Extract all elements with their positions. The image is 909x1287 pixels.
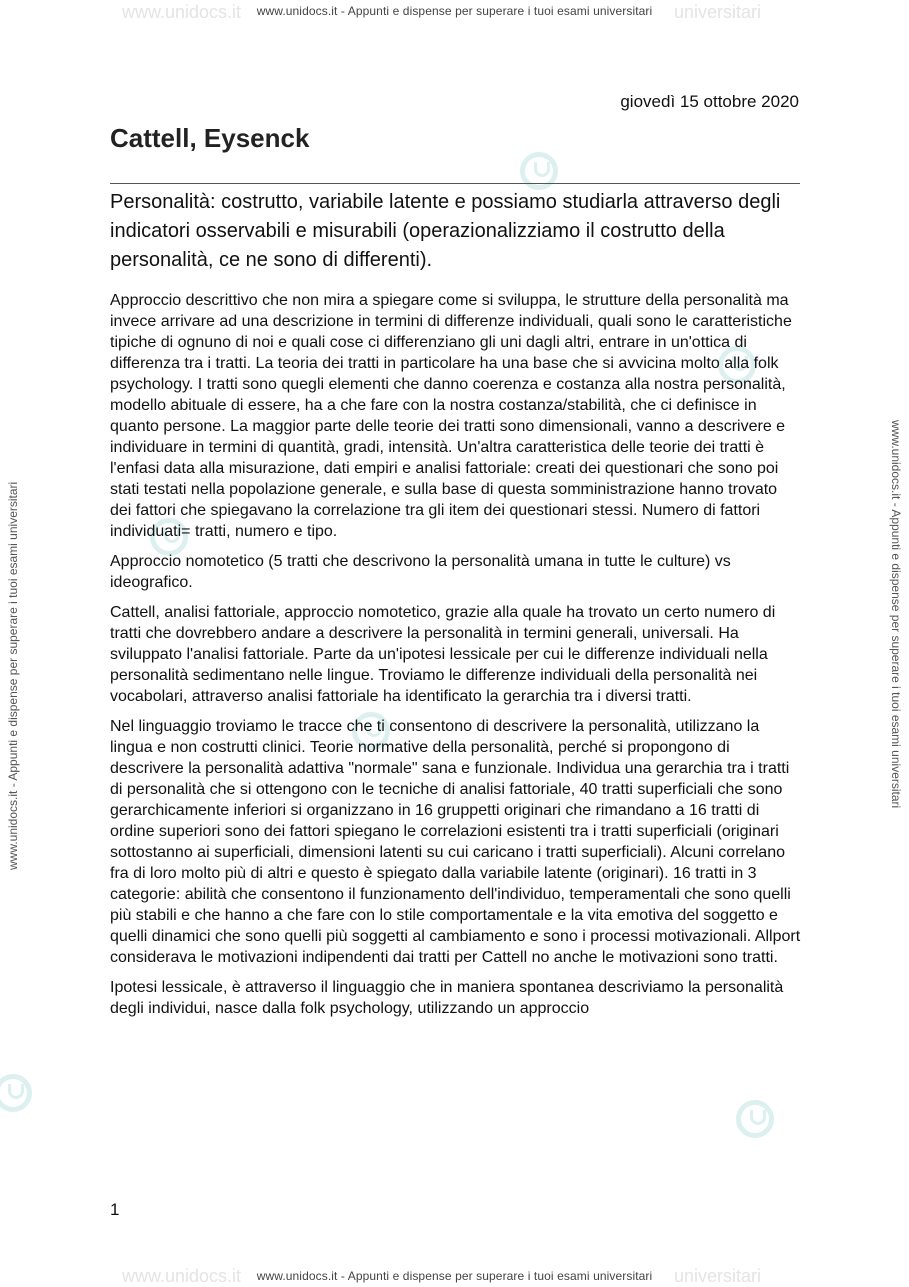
watermark-logo-icon	[736, 1100, 774, 1138]
watermark-logo-icon	[520, 152, 558, 190]
lead-paragraph: Personalità: costrutto, variabile latente e possiamo studiarla attraverso degli indicatori osservabili e misurabili (operazionalizziamo il costrutto della personalità, ce ne sono di differenti).	[110, 191, 781, 271]
watermark-ghost-right: universitari	[674, 2, 762, 22]
paragraph: Approccio nomotetico (5 tratti che descrivono la personalità umana in tutte le culture) vs ideografico.	[110, 553, 731, 591]
body-text	[110, 290, 802, 1028]
paragraph: Cattell, analisi fattoriale, approccio nomotetico, grazie alla quale ha trovato un certo numero di tratti che dovrebbero andare a descrivere la personalità in termini generali, universali. Ha sviluppato l'analisi fattoriale. Parte da un'ipotesi lessicale per cui le differenze individuali nella personalità sedimentano nelle lingue. Troviamo le differenze individuali della personalità nei vocabolari, attraverso analisi fattoriale ha identificato la gerarchia tra i diversi tratti.	[110, 604, 776, 705]
watermark-logo-icon	[0, 1074, 32, 1112]
page-title: Cattell, Eysenck	[110, 123, 310, 153]
watermark-ghost-left-bottom: www.unidocs.it	[122, 1266, 242, 1286]
watermark-left-side: www.unidocs.it - Appunti e dispense per superare i tuoi esami universitari	[6, 481, 20, 870]
title-divider	[110, 183, 800, 184]
watermark-ghost-left: www.unidocs.it	[122, 2, 242, 22]
page-number: 1	[110, 1200, 120, 1219]
paragraph: Approccio descrittivo che non mira a spiegare come si sviluppa, le strutture della personalità ma invece arrivare ad una descrizione in termini di differenze individuali, quali sono le caratteristiche tipiche di ognuno di noi e quali cose ci differenziano gli uni dagli altri, entrare in un'ottica di differenza tra i tratti. La teoria dei tratti in particolare ha una base che si avvicina molto alla folk psychology. I tratti sono quegli elementi che danno coerenza e costanza alla nostra personalità, modello abituale di essere, ha a che fare con la nostra costanza/stabilità, che ci definisce in quanto persone. La maggior parte delle teorie dei tratti sono dimensionali, vanno a descrivere e individuare in termini di quantità, gradi, intensità. Un'altra caratteristica delle teorie dei tratti è l'enfasi data alla misurazione, dati empiri e analisi fattoriale: creati dei questionari che sono poi stati testati nella popolazione generale, e sulla base di questa somministrazione hanno trovato dei fattori che spiegavano la correlazione tra gli item dei questionari stessi. Numero di fattori individuati= tratti, numero e tipo.	[110, 292, 792, 540]
watermark-ghost-right-bottom: universitari	[674, 1266, 762, 1286]
document-date: giovedì 15 ottobre 2020	[620, 92, 799, 111]
watermark-footer: www.unidocs.it - Appunti e dispense per superare i tuoi esami universitari	[256, 1269, 653, 1283]
paragraph: Ipotesi lessicale, è attraverso il linguaggio che in maniera spontanea descriviamo la personalità degli individui, nasce dalla folk psychology, utilizzando un approccio	[110, 979, 784, 1017]
watermark-right-side: www.unidocs.it - Appunti e dispense per superare i tuoi esami universitari	[889, 420, 903, 809]
watermark-header: www.unidocs.it - Appunti e dispense per superare i tuoi esami universitari	[256, 4, 653, 18]
paragraph: Nel linguaggio troviamo le tracce che ti consentono di descrivere la personalità, utilizzano la lingua e non costrutti clinici. Teorie normative della personalità, perché si propongono di descrivere la personalità adattiva "normale" sana e funzionale. Individua una gerarchia tra i tratti di personalità che si ottengono con le tecniche di analisi fattoriale, 40 tratti superficiali che sono gerarchicamente inferiori si organizzano in 16 gruppetti originari che rimandano a 16 tratti di ordine superiori sono dei fattori spiegano le correlazioni esistenti tra i tratti superficiali (originari sottostanno ai superficiali, dimensioni latenti su cui caricano i tratti superficiali). Alcuni correlano fra di loro molto più di altri e questo è spiegato dalla variabile latente (originari). 16 tratti in 3 categorie: abilità che consentono il funzionamento dell'individuo, temperamentali che sono quelli più stabili e che hanno a che fare con lo stile comportamentale e la vita emotiva del soggetto e quelli dinamici che sono quelli più soggetti al cambiamento e sono i processi motivazionali. Allport considerava le motivazioni indipendenti dai tratti per Cattell no anche le motivazioni sono tratti.	[110, 718, 801, 966]
